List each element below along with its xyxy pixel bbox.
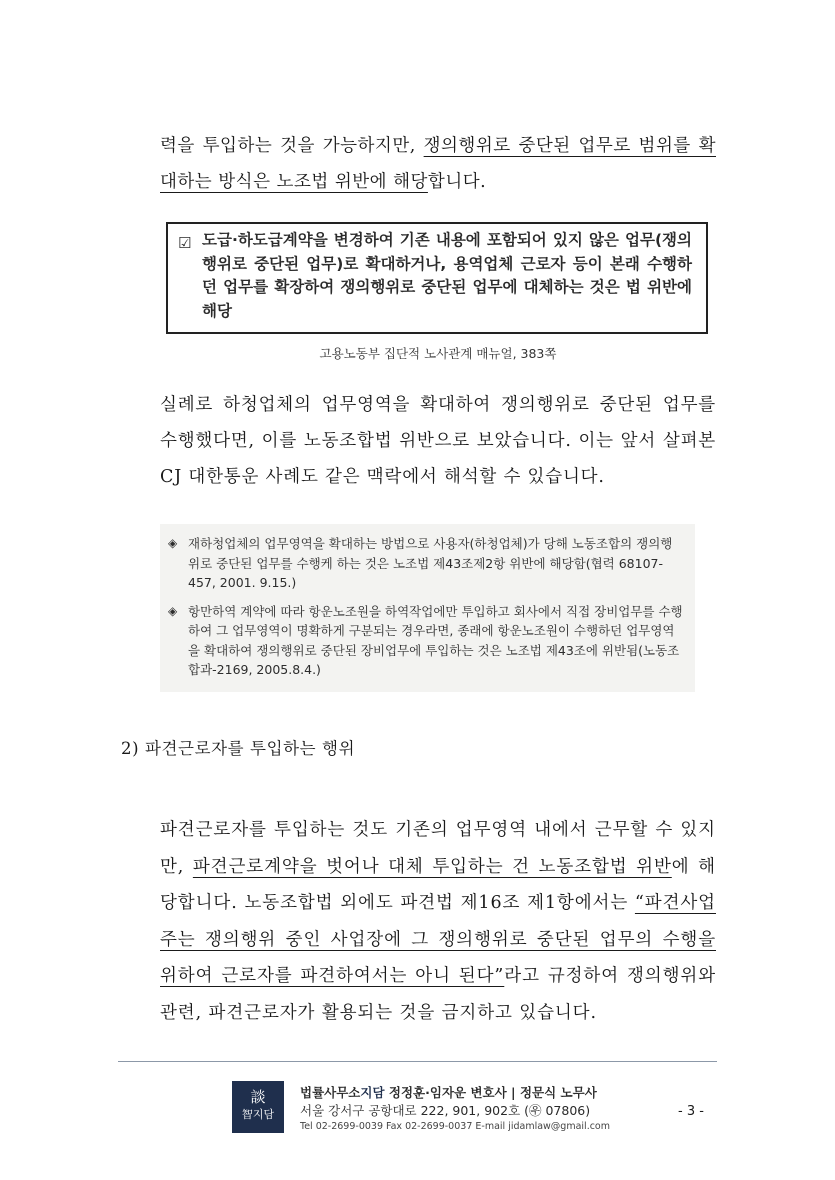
- separator: |: [511, 1085, 516, 1100]
- case-item-text: 항만하역 계약에 따라 항운노조원을 하역작업에만 투입하고 회사에서 직접 장비업무를 수행하여 그 업무영역이 명확하게 구분되는 경우라면, 종래에 항운노조원이 수행하던 업무영역을 확대하여 쟁의행위로 중단된 장비업무에 투입하는 것은 노조법 제43조에 위반됨(노동조합과-2169, 2005.8.4.): [188, 603, 683, 677]
- quote-box-text: 도급·하도급계약을 변경하여 기존 내용에 포함되어 있지 않은 업무(쟁의행위로 중단된 업무)로 확대하거나, 용역업체 근로자 등이 본래 수행하던 업무를 확장하여 쟁의행위로 중단된 업무에 대체하는 것은 법 위반에 해당: [202, 231, 692, 320]
- logo-line-1: 談: [250, 1088, 266, 1106]
- paragraph-1-end: 합니다.: [427, 172, 487, 192]
- paragraph-3-end: 라고 규정하여 쟁의행위와 관련, 파견근로자가 활용되는 것을 금지하고 있습니다.: [160, 966, 717, 1023]
- paragraph-1: [160, 128, 716, 200]
- diamond-bullet-icon: ◈: [168, 603, 178, 618]
- paragraph-2: 실례로 하청업체의 업무영역을 확대하여 쟁의행위로 중단된 업무를 수행했다면, 이를 노동조합법 위반으로 보았습니다. 이는 앞서 살펴본 CJ 대한통운 사례도 같은 맥락에서 해석할 수 있습니다.: [160, 395, 716, 487]
- diamond-bullet-icon: ◈: [168, 536, 178, 550]
- paragraph-3: [160, 812, 716, 1031]
- quote-caption: 고용노동부 집단적 노사관계 매뉴얼, 383쪽: [319, 346, 557, 361]
- quote-box: [166, 222, 708, 334]
- lawyers: 정정훈·임자운 변호사: [388, 1085, 507, 1100]
- paragraph-1-underlined: 쟁의행위로 중단된 업무로 범위를 확대하는 방식은 노조법 위반에 해당: [160, 136, 716, 192]
- labor-attorney: 정문식 노무사: [519, 1085, 597, 1100]
- section-heading: 2) 파견근로자를 투입하는 행위: [121, 739, 356, 758]
- footer-info: [300, 1084, 610, 1134]
- footer-divider: [118, 1061, 717, 1062]
- case-item: [168, 534, 683, 593]
- logo-line-2: 智지담: [241, 1108, 275, 1121]
- paragraph-3-text-2: 에 해당합니다. 노동조합법 외에도 파견법 제16조 제1항에서는: [160, 856, 716, 913]
- case-box: [160, 524, 695, 692]
- address: 서울 강서구 공항대로 222, 901, 902호 (㉾ 07806): [300, 1103, 591, 1118]
- firm-brand: 지담: [360, 1085, 385, 1100]
- firm-logo: [232, 1081, 284, 1133]
- page-number: - 3 -: [678, 1104, 704, 1119]
- checkbox-checked-icon: ☑: [178, 234, 192, 252]
- firm-prefix: 법률사무소: [300, 1085, 361, 1100]
- paragraph-3-text: 파견근로자를 투입하는 것도 기존의 업무영역 내에서 근무할 수 있지만,: [160, 820, 716, 877]
- paragraph-3-underlined-2: “파견사업주는 쟁의행위 중인 사업장에 그 쟁의행위로 중단된 업무의 수행을 위하여 근로자를 파견하여서는 아니 된다”: [160, 893, 716, 986]
- firm-line: [300, 1084, 610, 1102]
- paragraph-3-underlined-1: 파견근로계약을 벗어나 대체 투입하는 건 노동조합법 위반: [192, 856, 672, 877]
- case-item: [168, 602, 683, 680]
- contact: Tel 02-2699-0039 Fax 02-2699-0037 E-mail jidamlaw@gmail.com: [300, 1121, 610, 1132]
- case-item-text: 재하청업체의 업무영역을 확대하는 방법으로 사용자(하청업체)가 당해 노동조합의 쟁의행위로 중단된 업무를 수행케 하는 것은 노조법 제43조제2항 위반에 해당함(협력 68107-457, 2001. 9.15.): [188, 536, 673, 590]
- paragraph-1-text: 력을 투입하는 것을 가능하지만,: [160, 136, 424, 156]
